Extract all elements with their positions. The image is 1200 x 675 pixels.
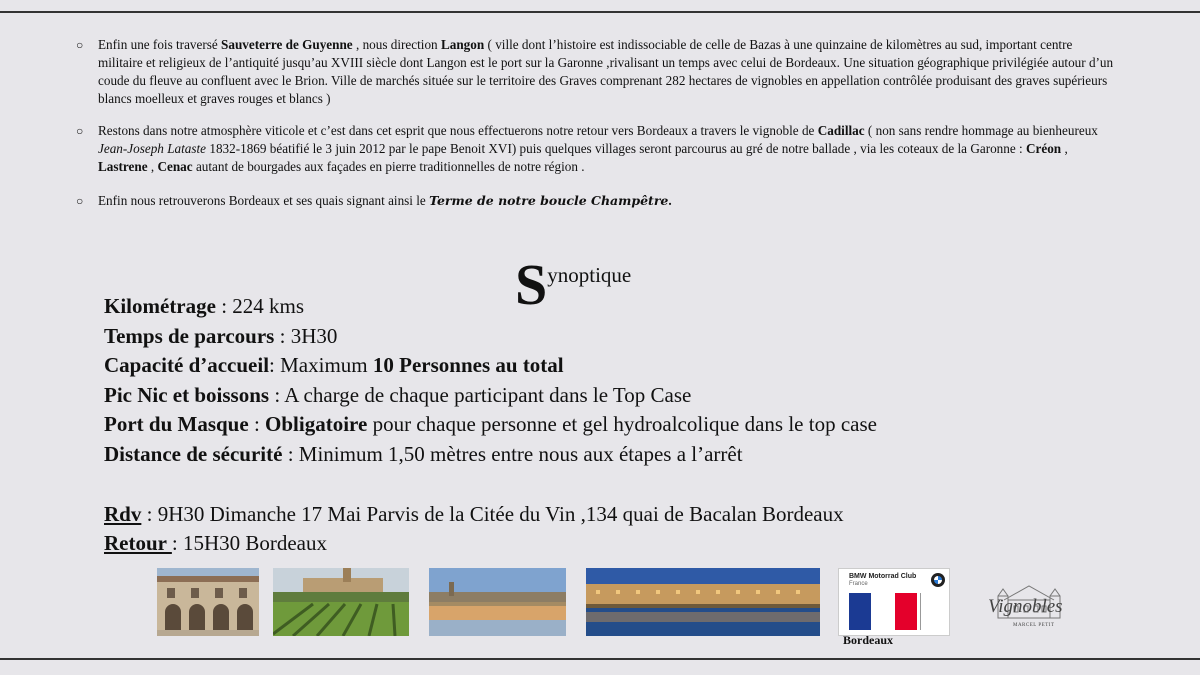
vignobles-logo-subtitle: MARCEL PETIT — [1013, 623, 1055, 628]
arcade-town-photo — [157, 568, 259, 636]
bullet-circle-icon: ○ — [76, 194, 84, 208]
bullet-circle-icon: ○ — [76, 124, 84, 138]
river-bridge-photo — [429, 568, 566, 636]
bmw-club-city-label: Bordeaux — [843, 633, 894, 647]
bordeaux-quays-night-photo — [586, 568, 820, 636]
picnic-row: Pic Nic et boissons : A charge de chaque participant dans le Top Case — [104, 382, 692, 407]
bullet-circle-icon: ○ — [76, 38, 84, 52]
capacite-row: Capacité d’accueil: Maximum 10 Personnes au total — [104, 353, 564, 378]
bmw-roundel-icon — [931, 573, 945, 587]
bmw-motorrad-club-logo: BMW Motorrad Club France — [838, 568, 950, 636]
bullet-item-bordeaux: ○ Enfin nous retrouverons Bordeaux et ses quais signant ainsi le Terme de notre boucle Champêtre. — [76, 193, 672, 208]
top-rule — [0, 11, 1200, 13]
bullet-item-cadillac: ○ Restons dans notre atmosphère viticole et c’est dans cet esprit que nous effectuerons notre retour vers Bordeaux a travers le vignoble de Cadillac ( non sans rendre hommage au bienheureux Jean-Joseph Lataste 1832-1869 béatifié le 3 juin 2012 par le pape Benoit XVI) puis quelques villages seront parcourus au gré de notre ballade , via les coteaux de la Garonne : Créon , Lastrene , Cenac autant de bourgades aux façades en pierre traditionnelles de notre région . — [76, 123, 1098, 174]
synopsis-details — [104, 292, 877, 559]
bottom-rule — [0, 658, 1200, 660]
bullet-item-langon: ○ Enfin une fois traversé Sauveterre de Guyenne , nous direction Langon ( ville dont l’histoire est indissociable de celle de Bazas à une quinzaine de kilomètres au sud, important centre militaire et religieux de l’antiquité jusqu’au XVIII siècle dont Langon est le port sur la Garonne ,rivalisant un temps avec celui de Bordeaux. Une situation géographique privilégiée autour d’un coude du fleuve au confluent avec le Brion. Ville de marchés située sur le territoire des Graves comprenant 282 hectares de vignobles en appellation contrôlée produisant des graves supérieurs blancs moelleux et graves rouges et blancs ) — [76, 37, 1114, 106]
kilometrage-row: Kilométrage : 224 kms — [104, 294, 305, 318]
masque-row: Port du Masque : Obligatoire pour chaque personne et gel hydroalcolique dans le top case — [104, 412, 877, 437]
synoptique-heading: Synoptique — [515, 252, 632, 317]
distance-row: Distance de sécurité : Minimum 1,50 mètres entre nous aux étapes a l’arrêt — [104, 441, 743, 466]
rdv-row: Rdv : 9H30 Dimanche 17 Mai Parvis de la Citée du Vin ,134 quai de Bacalan Bordeaux — [104, 501, 844, 526]
temps-row: Temps de parcours : 3H30 — [104, 323, 338, 348]
bullet-list — [76, 36, 1116, 216]
synoptique-drop-cap: S — [515, 252, 548, 317]
vignobles-logo-text: Vignobles — [988, 596, 1063, 617]
retour-row: Retour : 15H30 Bordeaux — [104, 531, 328, 556]
vineyard-village-photo — [273, 568, 409, 636]
